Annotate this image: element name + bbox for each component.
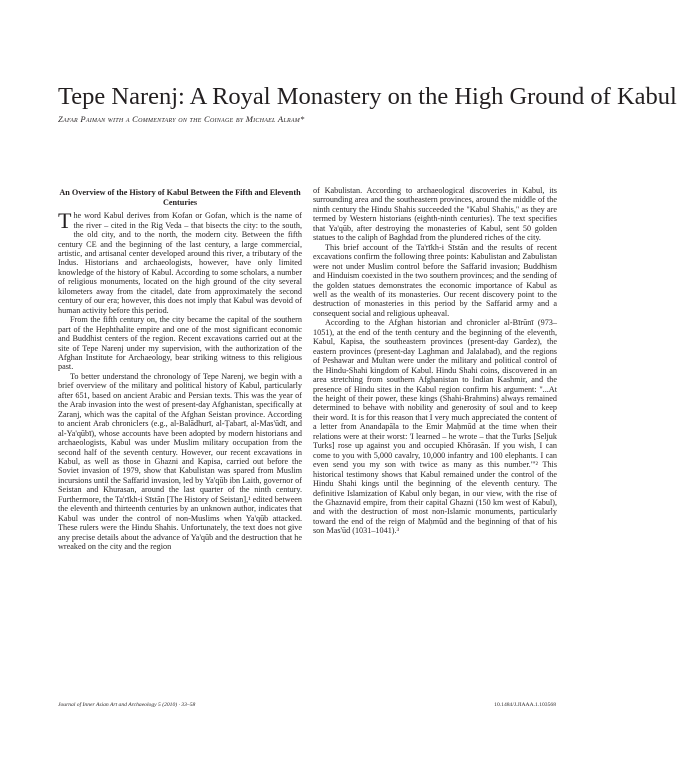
body-paragraph: From the fifth century on, the city became the capital of the southern part of the Hephthalite empire and one of the most significant economic and Buddhist centers of the region. Recent excavations carried out at the site of Tepe Narenj under my supervision, with the authorization of the Afghan Institute for Archaeology, bear striking witness to this religious past. <box>58 315 302 372</box>
journal-citation: Journal of Inner Asian Art and Archaeology 5 (2010) · 33–58 <box>58 702 196 708</box>
body-paragraph: of Kabulistan. According to archaeological discoveries in Kabul, its surrounding area and the southeastern provinces, around the middle of the ninth century the Hindu Shahis succeeded the "Kabul Shahis," as they are termed by Western historians (eighth-ninth centuries). The text specifies that Ya'qūb, after destroying the monasteries of Kabul, sent 50 golden statues to the caliph of Baghdad from the plundered riches of the city. <box>313 186 557 243</box>
body-paragraph: To better understand the chronology of Tepe Narenj, we begin with a brief overview of the military and political history of Kabul, particularly after 651, based on ancient Arabic and Persian texts. This was the year of the Arab invasion into the west of present-day Afghanistan, specifically at Zaranj, which was the capital of the Afghan Seistan province. According to ancient Arab chroniclers (e.g., al-Balādhurī, al-Ṭabarī, al-Mas'ūdī, and al-Ya'qūbī), whose accounts have been adopted by modern historians and archaeologists, Kabul was under Muslim military occupation from the second half of the seventh century. However, our recent excavations in Kabul, as well as those in Ghazni and Kapisa, carried out before the Soviet invasion of 1979, show that Kabulistan was spared from Muslim incursions until the Saffarid invasion, led by Ya'qūb ibn Laith, governor of Seistan and Khurasan, around the last quarter of the ninth century. Furthermore, the Ta'rīkh-i Sīstān [The History of Seistan],¹ edited between the eleventh and thirteenth centuries by an unknown author, indicates that Kabul was under the control of non-Muslims when Ya'qūb attacked. These rulers were the Hindu Shahis. Unfortunately, the text does not give any precise details about the advance of Ya'qūb and the destruction that he wreaked on the city and the region <box>58 371 302 552</box>
body-paragraph: According to the Afghan historian and chronicler al-Bīrūnī (973–1051), at the end of the tenth century and the beginning of the eleventh, Kabul, Kapisa, the southeastern provinces (present-day Gardez), the eastern provinces (present-day Laghman and Jalalabad), and the regions of Peshawar and Multan were under the military and political control of the Hindu-Shahi kingdom of Kabul. Hindu Shahi coins, discovered in an area stretching from southern Afghanistan to Indian Kashmir, and the presence of Hindu sites in the Kabul region confirm his argument: "...At the height of their power, these kings (Shahi-Brahmins) always remained determined to behave with nobility and generosity of soul and to keep their word. It is for this reason that I very much appreciated the content of a letter from Anandapāla to the Emir Maḥmūd at the time when their relations were at their worst: 'I learned – he wrote – that the Turks [Seljuk Turks] rose up against you and occupied Khōrasān. If you wish, I can come to you with 5,000 cavalry, 10,000 infantry and 100 elephants. I can even send you my son with twice as many as this number.'"² This historical testimony shows that Kabul remained under the control of the Hindu Shahi kings until the beginning of the eleventh century. The definitive Islamization of Kabul only began, in our view, with the rise of the Ghaznavid empire, from their capital Ghazni (150 km west of Kabul), and with the destruction of most non-Islamic monuments, particularly toward the end of the reign of Maḥmūd and the beginning of that of his son Mas'ūd (1031–1041).³ <box>313 318 557 536</box>
article-title: Tepe Narenj: A Royal Monastery on the High Ground of Kabul <box>58 83 677 111</box>
paragraph-text: he word Kabul derives from Kofan or Gofan, which is the name of the river – cited in the Rig Veda – that bisects the city: to the south, the old city, and to the north, the modern city. Between the fifth century CE and the beginning of the last century, a large commercial, artistic, and artisanal center developed around this river, a tributary of the Indus. Historians and archaeologists, however, have only limited knowledge of the history of Kabul. According to some scholars, a number of religious monuments, located on the high ground of the city several kilometers away from the citadel, date from approximately the second century of our era; however, this does not imply that Kabul was devoid of human activity before this period. <box>58 211 302 315</box>
doi-label: 10.1484/J.JIAAA.1.103568 <box>494 702 556 708</box>
body-paragraph <box>58 208 302 315</box>
right-column <box>313 186 557 536</box>
section-heading: An Overview of the History of Kabul Between the Fifth and Eleventh Centuries <box>59 188 301 207</box>
left-column <box>58 188 302 552</box>
body-paragraph: This brief account of the Ta'rīkh-i Sīstān and the results of recent excavations confirm the following three points: Kabulistan and Zabulistan were not under Muslim control before the Saffarid invasion; Buddhism and Hinduism coexisted in the two southern provinces; and the sending of the golden statues demonstrates the economic importance of Kabul as well as the wealth of its monasteries. Our recent discovery point to the destruction of monasteries in this period by the Saffarid army and a consequent social and religious upheaval. <box>313 242 557 318</box>
article-byline: Zafar Paiman with a Commentary on the Coinage by Michael Alram* <box>58 114 305 124</box>
drop-cap: T <box>58 208 72 234</box>
